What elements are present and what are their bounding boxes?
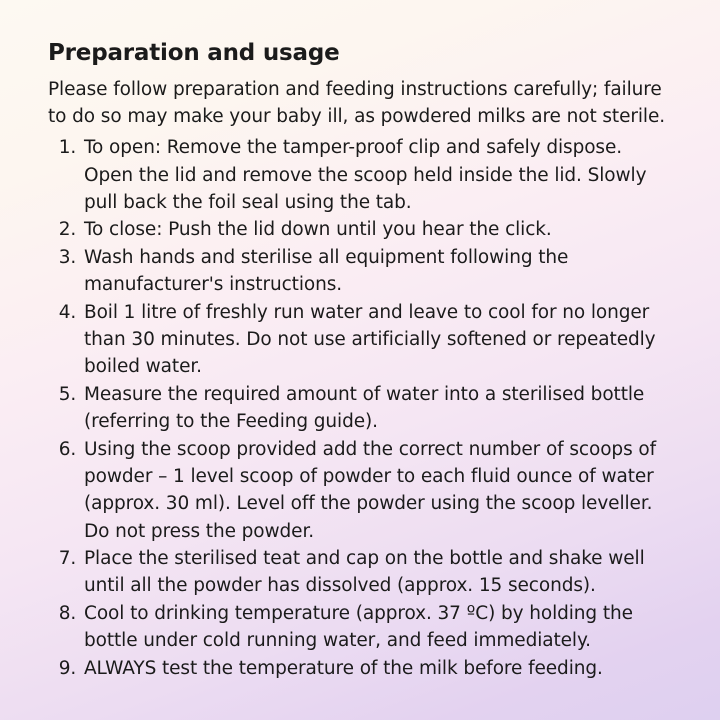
preparation-steps-list — [48, 134, 676, 682]
list-item: 8. Cool to drinking temperature (approx. 37 ºC) by holding the bottle under cold running water, and feed immediately. — [82, 600, 676, 654]
page-title: Preparation and usage — [48, 40, 340, 66]
list-item: 7. Place the sterilised teat and cap on the bottle and shake well until all the powder has dissolved (approx. 15 seconds). — [82, 545, 676, 599]
list-item: 9. ALWAYS test the temperature of the milk before feeding. — [82, 655, 676, 682]
list-item: 3. Wash hands and sterilise all equipment following the manufacturer's instructions. — [82, 244, 676, 298]
list-item: 2. To close: Push the lid down until you hear the click. — [82, 216, 676, 243]
list-item: 5. Measure the required amount of water into a sterilised bottle (referring to the Feeding guide). — [82, 381, 676, 435]
list-item: 4. Boil 1 litre of freshly run water and leave to cool for no longer than 30 minutes. Do not use artificially softened or repeatedly boiled water. — [82, 299, 676, 381]
intro-paragraph: Please follow preparation and feeding instructions carefully; failure to do so may make your baby ill, as powdered milks are not sterile. — [48, 79, 666, 128]
list-item: 1. To open: Remove the tamper-proof clip and safely dispose. Open the lid and remove the scoop held inside the lid. Slowly pull back the foil seal using the tab. — [82, 134, 676, 216]
list-item: 6. Using the scoop provided add the correct number of scoops of powder – 1 level scoop of powder to each fluid ounce of water (approx. 30 ml). Level off the powder using the scoop leveller. Do not press the powder. — [82, 436, 676, 545]
